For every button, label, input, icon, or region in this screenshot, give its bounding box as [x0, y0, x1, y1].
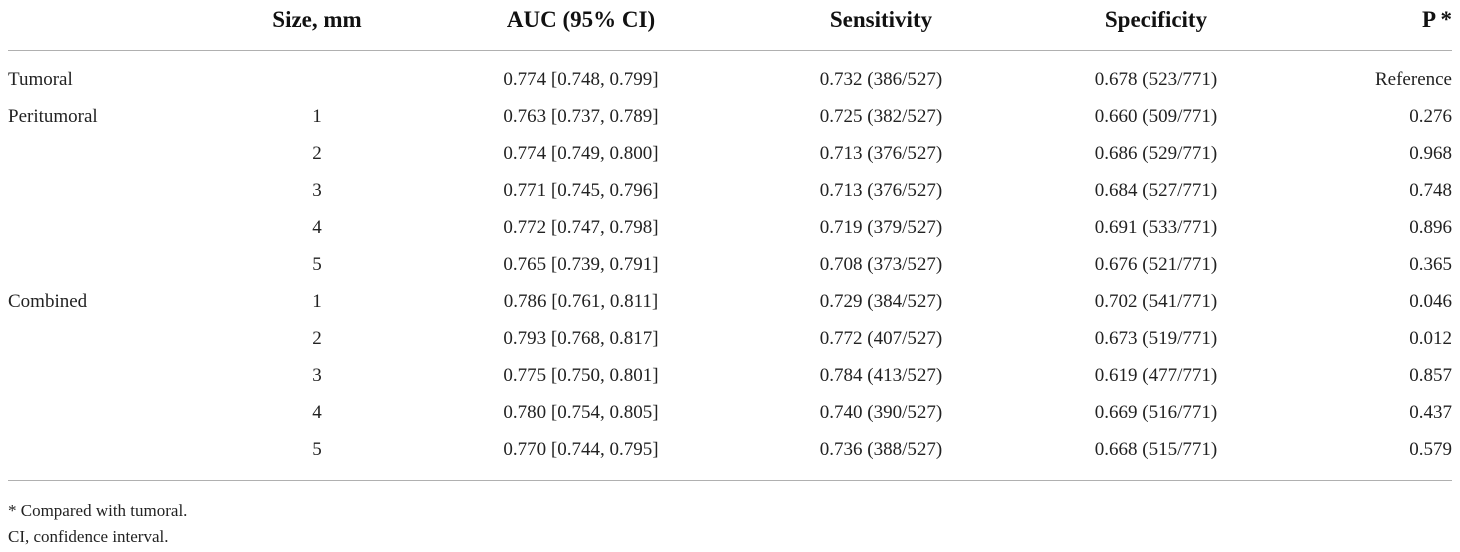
cell-p-value: Reference	[1375, 68, 1452, 90]
header-auc: AUC (95% CI)	[416, 0, 746, 51]
cell-auc: 0.774 [0.749, 0.800]	[503, 142, 659, 164]
cell-p-value: 0.365	[1409, 253, 1452, 275]
cell-auc: 0.772 [0.747, 0.798]	[503, 216, 659, 238]
results-table-container	[8, 0, 1452, 481]
cell-specificity: 0.619 (477/771)	[1094, 364, 1218, 386]
table-row	[8, 246, 1452, 283]
table-row	[8, 172, 1452, 209]
cell-sensitivity: 0.784 (413/527)	[819, 364, 943, 386]
cell-model	[8, 357, 218, 394]
header-sensitivity: Sensitivity	[746, 0, 1016, 51]
cell-specificity: 0.678 (523/771)	[1094, 68, 1218, 90]
table-row	[8, 283, 1452, 320]
cell-size: 3	[312, 364, 322, 386]
header-model	[8, 0, 218, 51]
cell-model: Peritumoral	[8, 105, 98, 127]
cell-model: Tumoral	[8, 68, 73, 90]
cell-size: 5	[218, 431, 416, 481]
cell-sensitivity: 0.740 (390/527)	[819, 401, 943, 423]
cell-sensitivity: 0.725 (382/527)	[819, 105, 943, 127]
cell-model	[8, 320, 218, 357]
table-header	[8, 0, 1452, 51]
cell-p-value: 0.046	[1409, 290, 1452, 312]
cell-p-value: 0.896	[1409, 216, 1452, 238]
header-p-value: P *	[1296, 0, 1452, 51]
cell-model	[8, 209, 218, 246]
cell-sensitivity: 0.772 (407/527)	[819, 327, 943, 349]
cell-model	[8, 172, 218, 209]
cell-size	[218, 51, 416, 99]
cell-size: 4	[312, 401, 322, 423]
cell-specificity: 0.691 (533/771)	[1094, 216, 1218, 238]
cell-sensitivity: 0.713 (376/527)	[819, 179, 943, 201]
cell-sensitivity: 0.719 (379/527)	[819, 216, 943, 238]
cell-model	[8, 394, 218, 431]
cell-model	[8, 431, 218, 481]
table-row	[8, 209, 1452, 246]
table-row	[8, 394, 1452, 431]
cell-size: 5	[312, 253, 322, 275]
table-row	[8, 357, 1452, 394]
cell-specificity: 0.668 (515/771)	[1016, 431, 1296, 481]
cell-specificity: 0.660 (509/771)	[1094, 105, 1218, 127]
cell-size: 4	[312, 216, 322, 238]
cell-size: 1	[312, 290, 322, 312]
cell-sensitivity: 0.713 (376/527)	[819, 142, 943, 164]
table-row	[8, 320, 1452, 357]
cell-size: 2	[312, 327, 322, 349]
cell-auc: 0.793 [0.768, 0.817]	[503, 327, 659, 349]
cell-p-value: 0.012	[1409, 327, 1452, 349]
header-row	[8, 0, 1452, 51]
cell-auc: 0.774 [0.748, 0.799]	[503, 68, 659, 90]
cell-model	[8, 246, 218, 283]
table-row	[8, 98, 1452, 135]
cell-auc: 0.786 [0.761, 0.811]	[503, 290, 659, 312]
cell-size: 2	[312, 142, 322, 164]
cell-p-value: 0.276	[1409, 105, 1452, 127]
cell-specificity: 0.702 (541/771)	[1094, 290, 1218, 312]
footnote-p-value: * Compared with tumoral.	[8, 501, 188, 520]
cell-model	[8, 135, 218, 172]
cell-specificity: 0.684 (527/771)	[1094, 179, 1218, 201]
cell-auc: 0.770 [0.744, 0.795]	[416, 431, 746, 481]
table-row	[8, 135, 1452, 172]
cell-model: Combined	[8, 290, 88, 312]
cell-specificity: 0.673 (519/771)	[1094, 327, 1218, 349]
table-body	[8, 51, 1452, 481]
header-size: Size, mm	[218, 0, 416, 51]
cell-specificity: 0.676 (521/771)	[1094, 253, 1218, 275]
header-specificity: Specificity	[1016, 0, 1296, 51]
cell-p-value: 0.857	[1409, 364, 1452, 386]
cell-size: 1	[312, 105, 322, 127]
cell-sensitivity: 0.708 (373/527)	[819, 253, 943, 275]
cell-sensitivity: 0.732 (386/527)	[819, 68, 943, 90]
table-footnotes	[8, 498, 187, 550]
cell-size: 3	[312, 179, 322, 201]
cell-auc: 0.771 [0.745, 0.796]	[503, 179, 659, 201]
cell-specificity: 0.669 (516/771)	[1094, 401, 1218, 423]
results-table	[8, 0, 1452, 481]
cell-p-value: 0.748	[1409, 179, 1452, 201]
cell-sensitivity: 0.729 (384/527)	[819, 290, 943, 312]
cell-auc: 0.775 [0.750, 0.801]	[503, 364, 659, 386]
table-row	[8, 51, 1452, 99]
cell-sensitivity: 0.736 (388/527)	[746, 431, 1016, 481]
cell-auc: 0.765 [0.739, 0.791]	[503, 253, 659, 275]
cell-auc: 0.780 [0.754, 0.805]	[503, 401, 659, 423]
cell-auc: 0.763 [0.737, 0.789]	[503, 105, 659, 127]
cell-p-value: 0.579	[1296, 431, 1452, 481]
cell-p-value: 0.968	[1409, 142, 1452, 164]
table-row	[8, 431, 1452, 481]
footnote-ci: CI, confidence interval.	[8, 527, 169, 546]
cell-p-value: 0.437	[1409, 401, 1452, 423]
cell-specificity: 0.686 (529/771)	[1094, 142, 1218, 164]
